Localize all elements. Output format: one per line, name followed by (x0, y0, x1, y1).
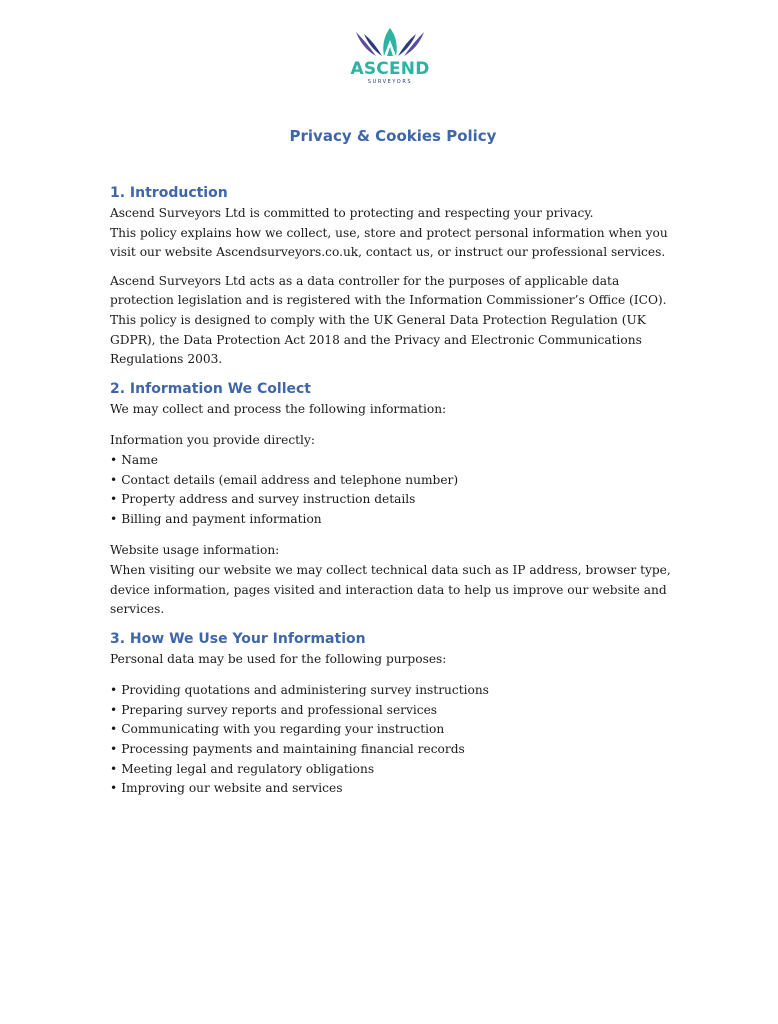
list-item: • Meeting legal and regulatory obligations (110, 760, 710, 780)
logo-wordmark: ASCEND (350, 59, 430, 79)
text-line: GDPR), the Data Protection Act 2018 and the Privacy and Electronic Communications (110, 332, 642, 347)
list-item: • Billing and payment information (110, 510, 710, 530)
section-heading-how-we-use: 3. How We Use Your Information (110, 630, 366, 647)
text-line: services. (110, 602, 165, 617)
text-line: device information, pages visited and interaction data to help us improve our website and (110, 582, 667, 597)
lotus-icon (340, 26, 440, 60)
section-heading-information-we-collect: 2. Information We Collect (110, 380, 311, 397)
text-line: When visiting our website we may collect technical data such as IP address, browser type, (110, 562, 671, 577)
list-item: • Improving our website and services (110, 779, 710, 799)
website-usage-label: Website usage information: (110, 543, 280, 558)
text-line: visit our website Ascendsurveyors.co.uk, contact us, or instruct our professional services. (110, 245, 666, 260)
provided-directly-label: Information you provide directly: (110, 433, 315, 448)
policy-body (110, 184, 710, 799)
text-line: Ascend Surveyors Ltd acts as a data controller for the purposes of applicable data (110, 273, 620, 288)
text-line: This policy explains how we collect, use, store and protect personal information when you (110, 225, 668, 240)
list-item: • Providing quotations and administering survey instructions (110, 681, 710, 701)
list-item: • Preparing survey reports and professional services (110, 701, 710, 721)
section-heading-introduction: 1. Introduction (110, 185, 228, 201)
collect-lead-text: We may collect and process the following information: (110, 401, 447, 416)
page-title: Privacy & Cookies Policy (289, 127, 497, 145)
list-item: • Contact details (email address and telephone number) (110, 471, 710, 491)
data-controller-paragraph (110, 272, 710, 370)
purposes-list (110, 681, 710, 799)
text-line: protection legislation and is registered with the Information Commissioner’s Office (ICO). (110, 293, 667, 308)
intro-paragraph (110, 204, 710, 263)
list-item: • Processing payments and maintaining financial records (110, 740, 710, 760)
website-usage-paragraph (110, 561, 710, 620)
list-item: • Communicating with you regarding your instruction (110, 720, 710, 740)
list-item: • Property address and survey instruction details (110, 490, 710, 510)
text-line: Ascend Surveyors Ltd is committed to protecting and respecting your privacy. (110, 206, 594, 220)
use-lead-text: Personal data may be used for the following purposes: (110, 651, 447, 666)
provided-info-list (110, 451, 710, 529)
text-line: This policy is designed to comply with the UK General Data Protection Regulation (UK (110, 312, 646, 327)
logo-subtitle: SURVEYORS (367, 79, 413, 85)
ascend-surveyors-logo (340, 26, 440, 88)
list-item: • Name (110, 451, 710, 471)
text-line: Regulations 2003. (110, 352, 223, 367)
